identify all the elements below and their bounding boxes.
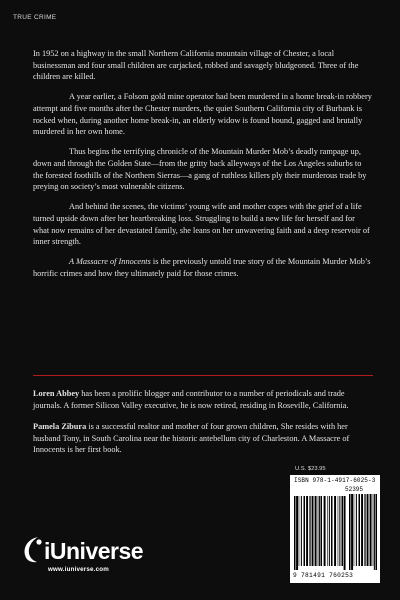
publisher-url: www.iuniverse.com bbox=[48, 566, 109, 573]
synopsis bbox=[33, 48, 373, 279]
barcode-digits: 9 781491 760253 bbox=[293, 572, 354, 579]
book-title: A Massacre of Innocents bbox=[69, 257, 151, 267]
barcode-bars bbox=[293, 494, 377, 571]
isbn-number: ISBN 978-1-4917-6025-3 bbox=[294, 477, 376, 484]
author-2-text: is a successful realtor and mother of four grown children, She resides with her husband Tony, in South Carolina near the historic antebellum city of Charleston. A Massacre of Innocents is her first book. bbox=[33, 422, 350, 455]
author-1-text: has been a prolific blogger and contributor to a number of periodicals and trade journals. A former Silicon Valley executive, he is now retired, residing in Roseville, California. bbox=[33, 389, 349, 410]
genre-label: TRUE CRIME bbox=[13, 14, 57, 21]
synopsis-paragraph-2: A year earlier, a Folsom gold mine operator had been murdered in a home break-in robbery attempt and five months after the Chester murders, the quiet Southern California city of Burbank is rocked when, during another home break-in, an elderly widow is found bound, gagged and brutally murdered in her own home. bbox=[33, 92, 372, 137]
barcode-addon-number: 52395 bbox=[345, 486, 364, 493]
author-bio-2 bbox=[33, 421, 373, 456]
synopsis-paragraph-5 bbox=[33, 256, 373, 279]
author-1-name: Loren Abbey bbox=[33, 389, 80, 398]
synopsis-paragraph-1: In 1952 on a highway in the small Northern California mountain village of Chester, a local businessman and four small children are carjacked, robbed and savagely bludgeoned. Three of the children are killed. bbox=[33, 49, 359, 82]
iuniverse-swoosh-icon bbox=[22, 535, 46, 565]
isbn-barcode bbox=[290, 475, 380, 583]
synopsis-paragraph-3: Thus begins the terrifying chronicle of the Mountain Murder Mob’s deadly rampage up, down and through the Golden State—from the gritty back alleyways of the Los Angeles suburbs to the forested foothills of the Northern Sierras—a gang of ruthless killers ply their murderous trade by preying on society’s most vulnerable citizens. bbox=[33, 147, 367, 192]
author-2-name: Pamela Zibura bbox=[33, 422, 87, 432]
author-bios bbox=[33, 388, 373, 466]
synopsis-paragraph-4: And behind the scenes, the victims’ young wife and mother copes with the grief of a life turned upside down after her heartbreaking loss. Struggling to build a new life for herself and for what now remains of her devastated family, she leans on her unwavering faith and a deep reservoir of inner strength. bbox=[33, 202, 370, 247]
synopsis-paragraph-5-text: is the previously untold true story of the Mountain Murder Mob’s horrific crimes and how they ultimately paid for those crimes. bbox=[33, 257, 371, 278]
price-label: U.S. $23.95 bbox=[295, 466, 326, 472]
author-bio-1 bbox=[33, 388, 373, 411]
publisher-logo bbox=[22, 533, 152, 583]
publisher-name: iUniverse bbox=[44, 538, 144, 564]
divider-line bbox=[33, 375, 373, 376]
